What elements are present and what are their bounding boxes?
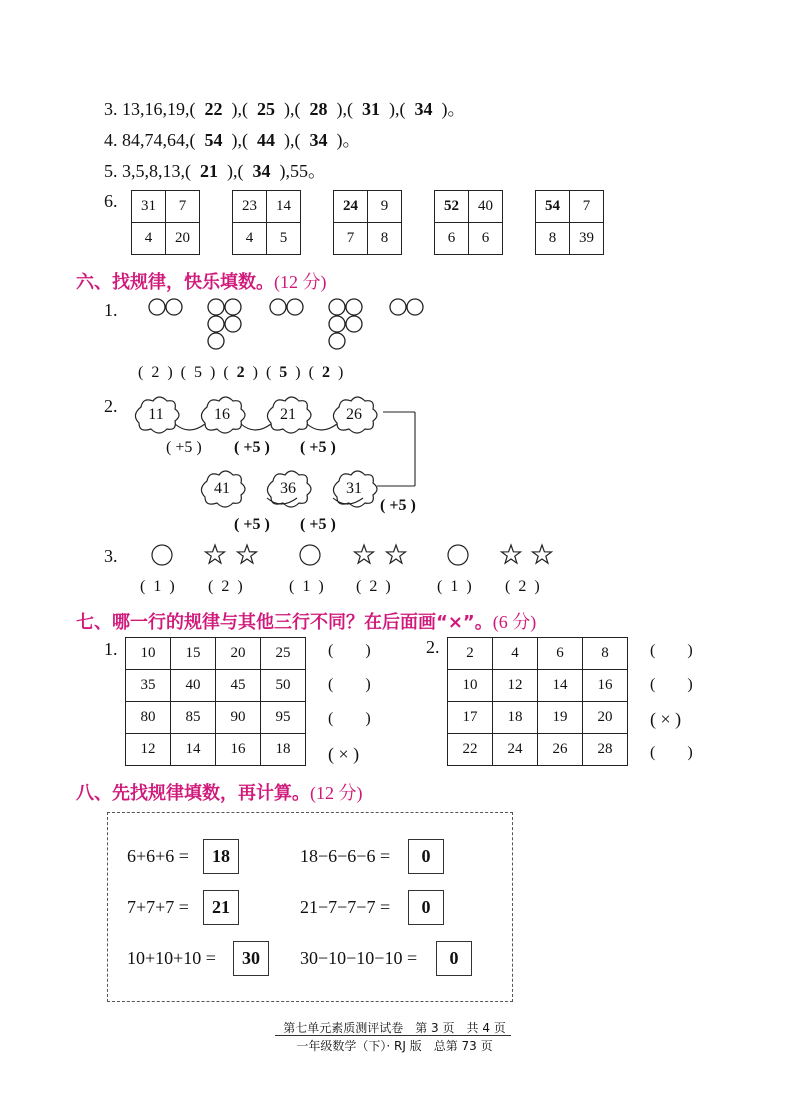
grid-6-5: 54 7 8 39 (535, 190, 604, 255)
section-6-heading: 六、找规律，快乐填数。(12 分) (76, 272, 327, 293)
sequence-item-3: 3. 13,16,19,( 22 ),( 25 ),( 28 ),( 31 ),( 34 )。 (104, 99, 466, 119)
answer: 44 (257, 130, 275, 150)
mark-1-4: ( × ) (328, 744, 360, 764)
answer: 28 (309, 99, 328, 119)
section-8-heading: 八、先找规律填数，再计算。(12 分) (76, 783, 363, 804)
item-6-label: 6. (104, 191, 118, 211)
cloud-5: 41 (197, 469, 247, 509)
op-top-2: ( +5 ) (234, 439, 270, 456)
cloud-6: 36 (263, 469, 313, 509)
footer-divider (275, 1035, 511, 1036)
mark-1-3: ( ) (328, 710, 371, 727)
calc-right-3: 30−10−10−10 = (300, 948, 418, 968)
table-1-label: 1. (104, 639, 118, 659)
table-2: 2 4 6 8 10 12 14 16 17 18 19 20 22 24 26 28 (447, 637, 628, 766)
calc-left-2: 7+7+7 = (127, 897, 189, 917)
footer-line-2: 一年级数学（下）· RJ 版 总第 73 页 (296, 1039, 493, 1053)
q3-answer-2: ( 2 ) (208, 578, 243, 595)
op-top-1: ( +5 ) (166, 439, 202, 456)
op-right: ( +5 ) (380, 497, 416, 514)
mark-1-1: ( ) (328, 642, 371, 659)
calc-right-2-answer: 0 (408, 890, 444, 925)
q1-label: 1. (104, 300, 118, 320)
answer: 54 (204, 130, 223, 150)
calc-right-3-answer: 0 (436, 941, 472, 976)
q3-answer-5: ( 1 ) (437, 578, 472, 595)
calc-left-1: 6+6+6 = (127, 846, 189, 866)
cloud-7: 31 (329, 469, 379, 509)
q3-label: 3. (104, 546, 118, 566)
q3-answer-1: ( 1 ) (140, 578, 175, 595)
sequence-item-5: 5. 3,5,8,13,( 21 ),( 34 ),55。 (104, 161, 326, 181)
answer: 34 (414, 99, 433, 119)
calc-left-3-answer: 30 (233, 941, 269, 976)
calc-left-1-answer: 18 (203, 839, 239, 874)
answer: 25 (257, 99, 275, 119)
calc-right-1: 18−6−6−6 = (300, 846, 391, 866)
grid-6-4: 52 40 6 6 (434, 190, 503, 255)
q3-answer-4: ( 2 ) (356, 578, 391, 595)
mark-2-1: ( ) (650, 642, 693, 659)
grid-6-1: 31 7 4 20 (131, 190, 200, 255)
grid-6-2: 23 14 4 5 (232, 190, 301, 255)
mark-2-4: ( ) (650, 744, 693, 761)
q1-answers: ( 2 ) ( 5 ) ( 2 ) ( 5 ) ( 2 ) (138, 364, 344, 381)
answer: 22 (204, 99, 223, 119)
sequence-item-4: 4. 84,74,64,( 54 ),( 44 ),( 34 )。 (104, 130, 361, 150)
op-bottom-2: ( +5 ) (300, 516, 336, 533)
calc-right-2: 21−7−7−7 = (300, 897, 391, 917)
table-1: 10 15 20 25 35 40 45 50 80 85 90 95 12 14 16 18 (125, 637, 306, 766)
q2-label: 2. (104, 396, 118, 416)
circle-pattern (140, 296, 440, 354)
section-7-heading: 七、哪一行的规律与其他三行不同？在后面画“×”。(6 分) (76, 612, 537, 633)
table-2-label: 2. (426, 637, 440, 657)
grid-6-3: 24 9 7 8 (333, 190, 402, 255)
answer: 21 (200, 161, 218, 181)
op-bottom-1: ( +5 ) (234, 516, 270, 533)
calc-right-1-answer: 0 (408, 839, 444, 874)
op-top-3: ( +5 ) (300, 439, 336, 456)
cloud-1: 11 (131, 395, 181, 435)
footer-line-1: 第七单元素质测评试卷 第 3 页 共 4 页 (283, 1021, 506, 1035)
q3-answer-6: ( 2 ) (505, 578, 540, 595)
cloud-3: 21 (263, 395, 313, 435)
answer: 34 (309, 130, 328, 150)
mark-2-3: ( × ) (650, 709, 682, 729)
mark-1-2: ( ) (328, 676, 371, 693)
shape-pattern (140, 542, 560, 570)
answer: 31 (362, 99, 380, 119)
calc-left-3: 10+10+10 = (127, 948, 216, 968)
cloud-4: 26 (329, 395, 379, 435)
cloud-2: 16 (197, 395, 247, 435)
answer: 34 (252, 161, 271, 181)
q3-answer-3: ( 1 ) (289, 578, 324, 595)
calc-left-2-answer: 21 (203, 890, 239, 925)
mark-2-2: ( ) (650, 676, 693, 693)
